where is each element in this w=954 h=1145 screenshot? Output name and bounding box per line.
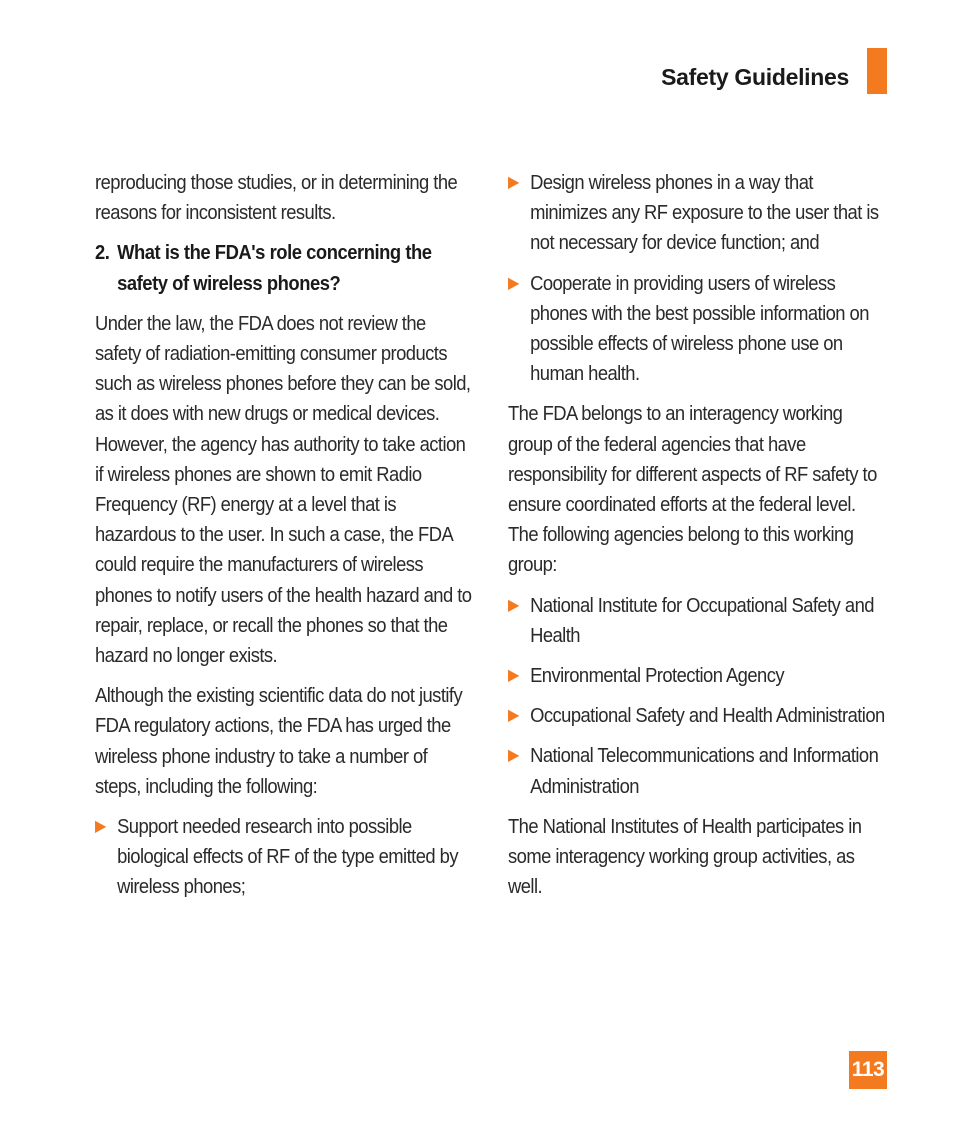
- question-heading: [95, 238, 474, 298]
- section-tab-marker: [867, 48, 887, 94]
- list-item: [508, 168, 887, 259]
- right-column: [508, 168, 887, 912]
- agency-text: Occupational Safety and Health Administration: [530, 705, 885, 728]
- triangle-right-icon: ▶: [508, 596, 519, 614]
- paragraph-law: Under the law, the FDA does not review the safety of radiation-emitting consumer products such as wireless phones before they can be sold, as it does with new drugs or medical devices. However, the agency has authority to take action if wireless phones are shown to emit Radio Frequency (RF) energy at a level that is hazardous to the user. In such a case, the FDA could require the manufacturers of wireless phones to notify users of the health hazard and to repair, replace, or recall the phones so that the hazard no longer exists.: [95, 312, 472, 668]
- agency-text: National Telecommunications and Information Administration: [530, 745, 879, 798]
- triangle-right-icon: ▶: [508, 747, 519, 765]
- list-item-text: Support needed research into possible biological effects of RF of the type emitted by wireless phones;: [117, 816, 458, 899]
- left-column: [95, 168, 474, 913]
- paragraph-working-group: The FDA belongs to an interagency working group of the federal agencies that have responsibility for different aspects of RF safety to ensure coordinated efforts at the federal level. The following agencies belong to this working group:: [508, 403, 877, 577]
- agency-text: National Institute for Occupational Safety and Health: [530, 594, 874, 647]
- list-item-text: Design wireless phones in a way that minimizes any RF exposure to the user that is not necessary for device function; and: [530, 172, 879, 255]
- question-number: 2.: [95, 242, 110, 265]
- paragraph-nih: The National Institutes of Health participates in some interagency working group activities, as well.: [508, 815, 862, 899]
- agency-text: Environmental Protection Agency: [530, 665, 785, 688]
- triangle-right-icon: ▶: [95, 818, 106, 836]
- paragraph-although: Although the existing scientific data do not justify FDA regulatory actions, the FDA has urged the wireless phone industry to take a number of steps, including the following:: [95, 685, 463, 798]
- question-text: What is the FDA's role concerning the safety of wireless phones?: [117, 242, 432, 295]
- list-item: [508, 269, 887, 390]
- page-number: 113: [849, 1051, 887, 1089]
- paragraph-continuation: reproducing those studies, or in determining the reasons for inconsistent results.: [95, 172, 458, 225]
- triangle-right-icon: ▶: [508, 707, 519, 725]
- list-item-text: Cooperate in providing users of wireless phones with the best possible information on possible effects of wireless phone use on human health.: [530, 272, 869, 386]
- agency-item: [508, 701, 887, 731]
- agency-item: [508, 741, 887, 801]
- triangle-right-icon: ▶: [508, 667, 519, 685]
- agency-item: [508, 661, 887, 691]
- agency-item: [508, 591, 887, 651]
- triangle-right-icon: ▶: [508, 274, 519, 292]
- section-title: Safety Guidelines: [661, 64, 849, 90]
- list-item: [95, 812, 474, 903]
- triangle-right-icon: ▶: [508, 174, 519, 191]
